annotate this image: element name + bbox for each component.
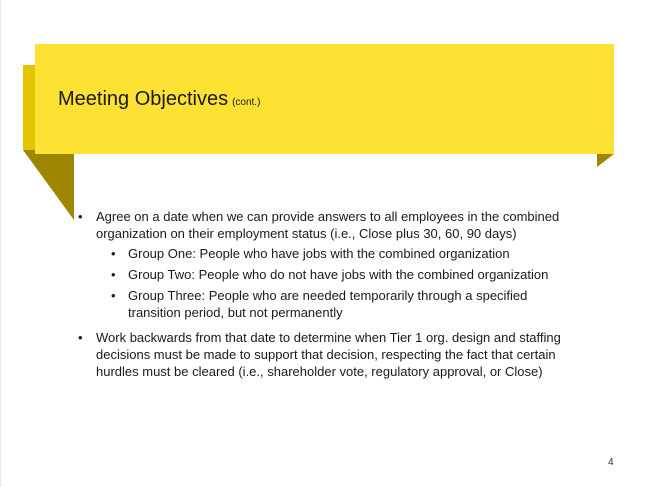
ribbon-left-fold <box>23 65 35 150</box>
title-suffix: (cont.) <box>232 97 261 108</box>
ribbon-right-shadow <box>597 154 614 167</box>
page-title <box>58 86 260 116</box>
page-number: 4 <box>608 457 614 468</box>
sub-bullet-item: • Group Two: People who do not have jobs with the combined organization <box>96 266 578 283</box>
slide-content <box>78 208 578 388</box>
title-text: Meeting Objectives <box>58 88 229 110</box>
sub-bullet-item: • Group One: People who have jobs with the combined organization <box>96 245 578 262</box>
bullet-list <box>78 208 578 380</box>
bullet-text: Agree on a date when we can provide answers to all employees in the combined organization on their employment status (i.e., Close plus 30, 60, 90 days) <box>96 209 560 241</box>
bullet-text: Work backwards from that date to determine when Tier 1 org. design and staffing decisions must be made to support that decision, respecting the fact that certain hurdles must be cleared (i.e., shareholder vote, regulatory approval, or Close) <box>96 330 561 379</box>
sub-bullet-item: • Group Three: People who are needed temporarily through a specified transition period, but not permanently <box>96 287 578 321</box>
sub-bullet-list <box>96 245 578 321</box>
bullet-item <box>78 329 578 380</box>
bullet-item <box>78 208 578 321</box>
ribbon-left-shadow <box>23 150 74 220</box>
